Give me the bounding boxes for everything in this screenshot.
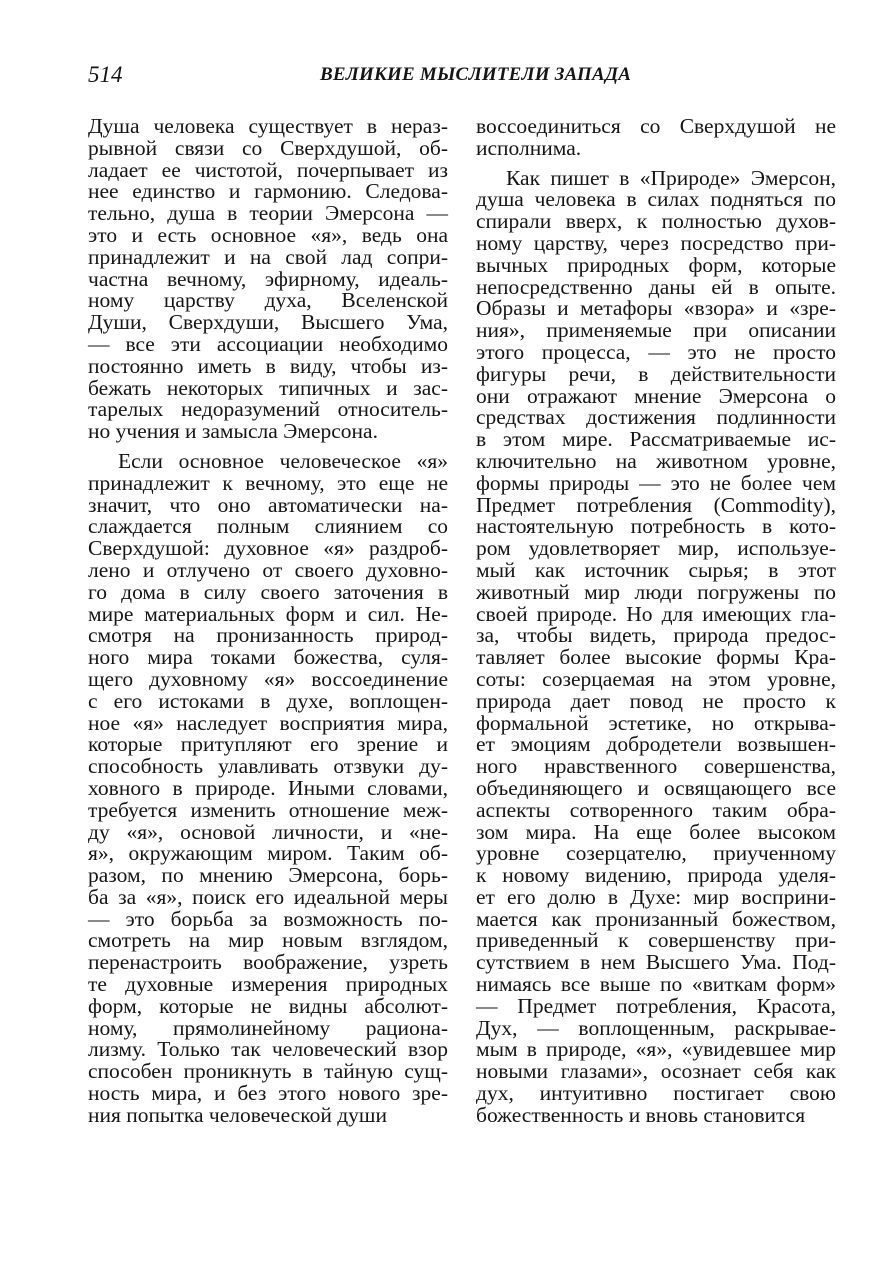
page-header — [88, 60, 835, 100]
text-line: зом мира. На еще более высоком — [476, 819, 836, 844]
text-line: сутствием в нем Высшего Ума. Под- — [476, 950, 836, 975]
text-line: ния», применяемые при описании — [476, 318, 836, 343]
text-line: новыми глазами», осознает себя как — [476, 1059, 836, 1084]
text-line: которые притупляют его зрение и — [88, 732, 448, 757]
text-line: уровне созерцателю, приученному — [476, 841, 836, 866]
text-line: ду «я», основой личности, и «не- — [88, 819, 448, 844]
text-line: ного нравственного совершенства, — [476, 754, 836, 779]
text-line: своей природе. Но для имеющих гла- — [476, 601, 836, 626]
running-title: ВЕЛИКИЕ МЫСЛИТЕЛИ ЗАПАДА — [320, 64, 632, 85]
text-line: ного мира токами божества, суля- — [88, 645, 448, 670]
text-line: ет его долю в Духе: мир восприни- — [476, 884, 836, 909]
text-line: щего духовному «я» воссоединение — [88, 666, 448, 691]
text-line: ключительно на животном уровне, — [476, 448, 836, 473]
text-line: соты: созерцаемая на этом уровне, — [476, 666, 836, 691]
text-line: Душа человека существует в нераз- — [88, 114, 448, 138]
text-line: вычных природных форм, которые — [476, 252, 836, 277]
text-line: ния попытка человеческой души — [88, 1102, 387, 1127]
text-line: средствах достижения подлинности — [476, 405, 836, 430]
text-line: с его истоками в духе, воплощен- — [88, 688, 448, 713]
text-line: к новому видению, природа уделя- — [476, 863, 836, 888]
text-line: ба за «я», поиск его идеальной меры — [88, 884, 448, 909]
text-line: формальной эстетике, но открыва- — [476, 710, 836, 735]
paragraph — [88, 116, 448, 443]
text-line: разом, по мнению Эмерсона, борь- — [88, 863, 448, 888]
text-line: те духовные измерения природных — [88, 972, 448, 997]
text-line: способен проникнуть в тайную сущ- — [88, 1059, 448, 1084]
text-line: — Предмет потребления, Красота, — [476, 993, 836, 1018]
text-line: дух, интуитивно постигает свою — [476, 1081, 836, 1106]
text-line: воссоединиться со Сверхдушой не — [476, 114, 836, 138]
text-line: я», окружающим миром. Таким об- — [88, 841, 448, 866]
text-line: перенастроить воображение, узреть — [88, 950, 448, 975]
text-line: Образы и метафоры «взора» и «зре- — [476, 296, 836, 321]
text-line: душа человека в силах подняться по — [476, 187, 836, 212]
paragraph — [476, 165, 836, 1127]
text-line: Предмет потребления (Commodity), — [476, 492, 836, 517]
text-line: нее единство и гармонию. Следова- — [88, 179, 448, 204]
text-line: нимаясь все выше по «виткам форм» — [476, 972, 836, 997]
text-line: требуется изменить отношение меж- — [88, 797, 448, 822]
text-line: Дух, — воплощенным, раскрывае- — [476, 1015, 836, 1040]
text-line: Души, Сверхдуши, Высшего Ума, — [88, 310, 448, 335]
text-line: ному, прямолинейному рациона- — [88, 1015, 448, 1040]
text-line: принадлежит и на свой лад сопри- — [88, 244, 448, 269]
text-line: мире материальных форм и сил. Не- — [88, 601, 448, 626]
text-line: принадлежит к вечному, это еще не — [88, 470, 448, 495]
text-line: этого процесса, — это не просто — [476, 339, 836, 364]
text-line: природа дает повод не просто к — [476, 688, 836, 713]
text-line: животный мир люди погружены по — [476, 579, 836, 604]
text-line: слаждается полным слиянием со — [88, 514, 448, 539]
text-line: за, чтобы видеть, природа предос- — [476, 623, 836, 648]
text-line: объединяющего и освящающего все — [476, 775, 836, 800]
text-line: ному царству духа, Вселенской — [88, 288, 448, 313]
text-line: постоянно иметь в виду, чтобы из- — [88, 353, 448, 378]
text-line: частна вечному, эфирному, идеаль- — [88, 266, 448, 291]
text-line: фигуры речи, в действительности — [476, 361, 836, 386]
text-line: Как пишет в «Природе» Эмерсон, — [506, 165, 836, 190]
text-line: тавляет более высокие формы Кра- — [476, 645, 836, 670]
text-line: но учения и замысла Эмерсона. — [88, 419, 378, 444]
text-line: лизму. Только так человеческий взор — [88, 1037, 448, 1062]
text-line: ром удовлетворяет мир, используе- — [476, 536, 836, 561]
text-line: мый как источник сырья; в этот — [476, 557, 836, 582]
text-line: приведенный к совершенству при- — [476, 928, 836, 953]
text-line: — все эти ассоциации необходимо — [88, 331, 448, 356]
text-line: аспекты сотворенного таким обра- — [476, 797, 836, 822]
right-text-column — [476, 116, 836, 1127]
text-line: божественность и вновь становится — [476, 1102, 806, 1127]
text-line: ет эмоциям добродетели возвышен- — [476, 732, 836, 757]
text-line: тарелых недоразумений относитель- — [88, 397, 448, 422]
page-number: 514 — [88, 62, 123, 87]
text-line: смотря на пронизанность природ- — [88, 623, 448, 648]
paragraph — [476, 116, 836, 160]
text-line: они отражают мнение Эмерсона о — [476, 383, 836, 408]
text-line: лено и отлучено от своего духовно- — [88, 557, 448, 582]
text-line: бежать некоторых типичных и зас- — [88, 375, 448, 400]
text-line: формы природы — это не более чем — [476, 470, 836, 495]
text-line: ное «я» наследует восприятия мира, — [88, 710, 448, 735]
text-line: Если основное человеческое «я» — [118, 448, 448, 473]
text-line: форм, которые не видны абсолют- — [88, 993, 448, 1018]
text-line: спирали вверх, к полностью духов- — [476, 209, 836, 234]
text-line: ность мира, и без этого нового зре- — [88, 1081, 448, 1106]
text-line: способность улавливать отзвуки ду- — [88, 754, 448, 779]
text-line: смотреть на мир новым взглядом, — [88, 928, 448, 953]
text-line: настоятельную потребность в кото- — [476, 514, 836, 539]
text-line: непосредственно даны ей в опыте. — [476, 274, 836, 299]
text-line: значит, что оно автоматически на- — [88, 492, 448, 517]
paragraph — [88, 448, 448, 1127]
text-line: исполнима. — [476, 135, 582, 160]
left-text-column — [88, 116, 448, 1127]
text-line: рывной связи со Сверхдушой, об- — [88, 135, 448, 160]
text-line: мается как пронизанный божеством, — [476, 906, 836, 931]
text-line: ному царству, через посредство при- — [476, 230, 836, 255]
text-line: го дома в силу своего заточения в — [88, 579, 448, 604]
text-line: ладает ее чистотой, почерпывает из — [88, 157, 448, 182]
text-line: мым в природе, «я», «увидевшее мир — [476, 1037, 836, 1062]
text-line: тельно, душа в теории Эмерсона — — [88, 201, 448, 226]
text-line: в этом мире. Рассматриваемые ис- — [476, 427, 836, 452]
text-line: — это борьба за возможность по- — [88, 906, 448, 931]
text-line: это и есть основное «я», ведь она — [88, 222, 448, 247]
text-line: ховного в природе. Иными словами, — [88, 775, 448, 800]
text-line: Сверхдушой: духовное «я» раздроб- — [88, 536, 448, 561]
